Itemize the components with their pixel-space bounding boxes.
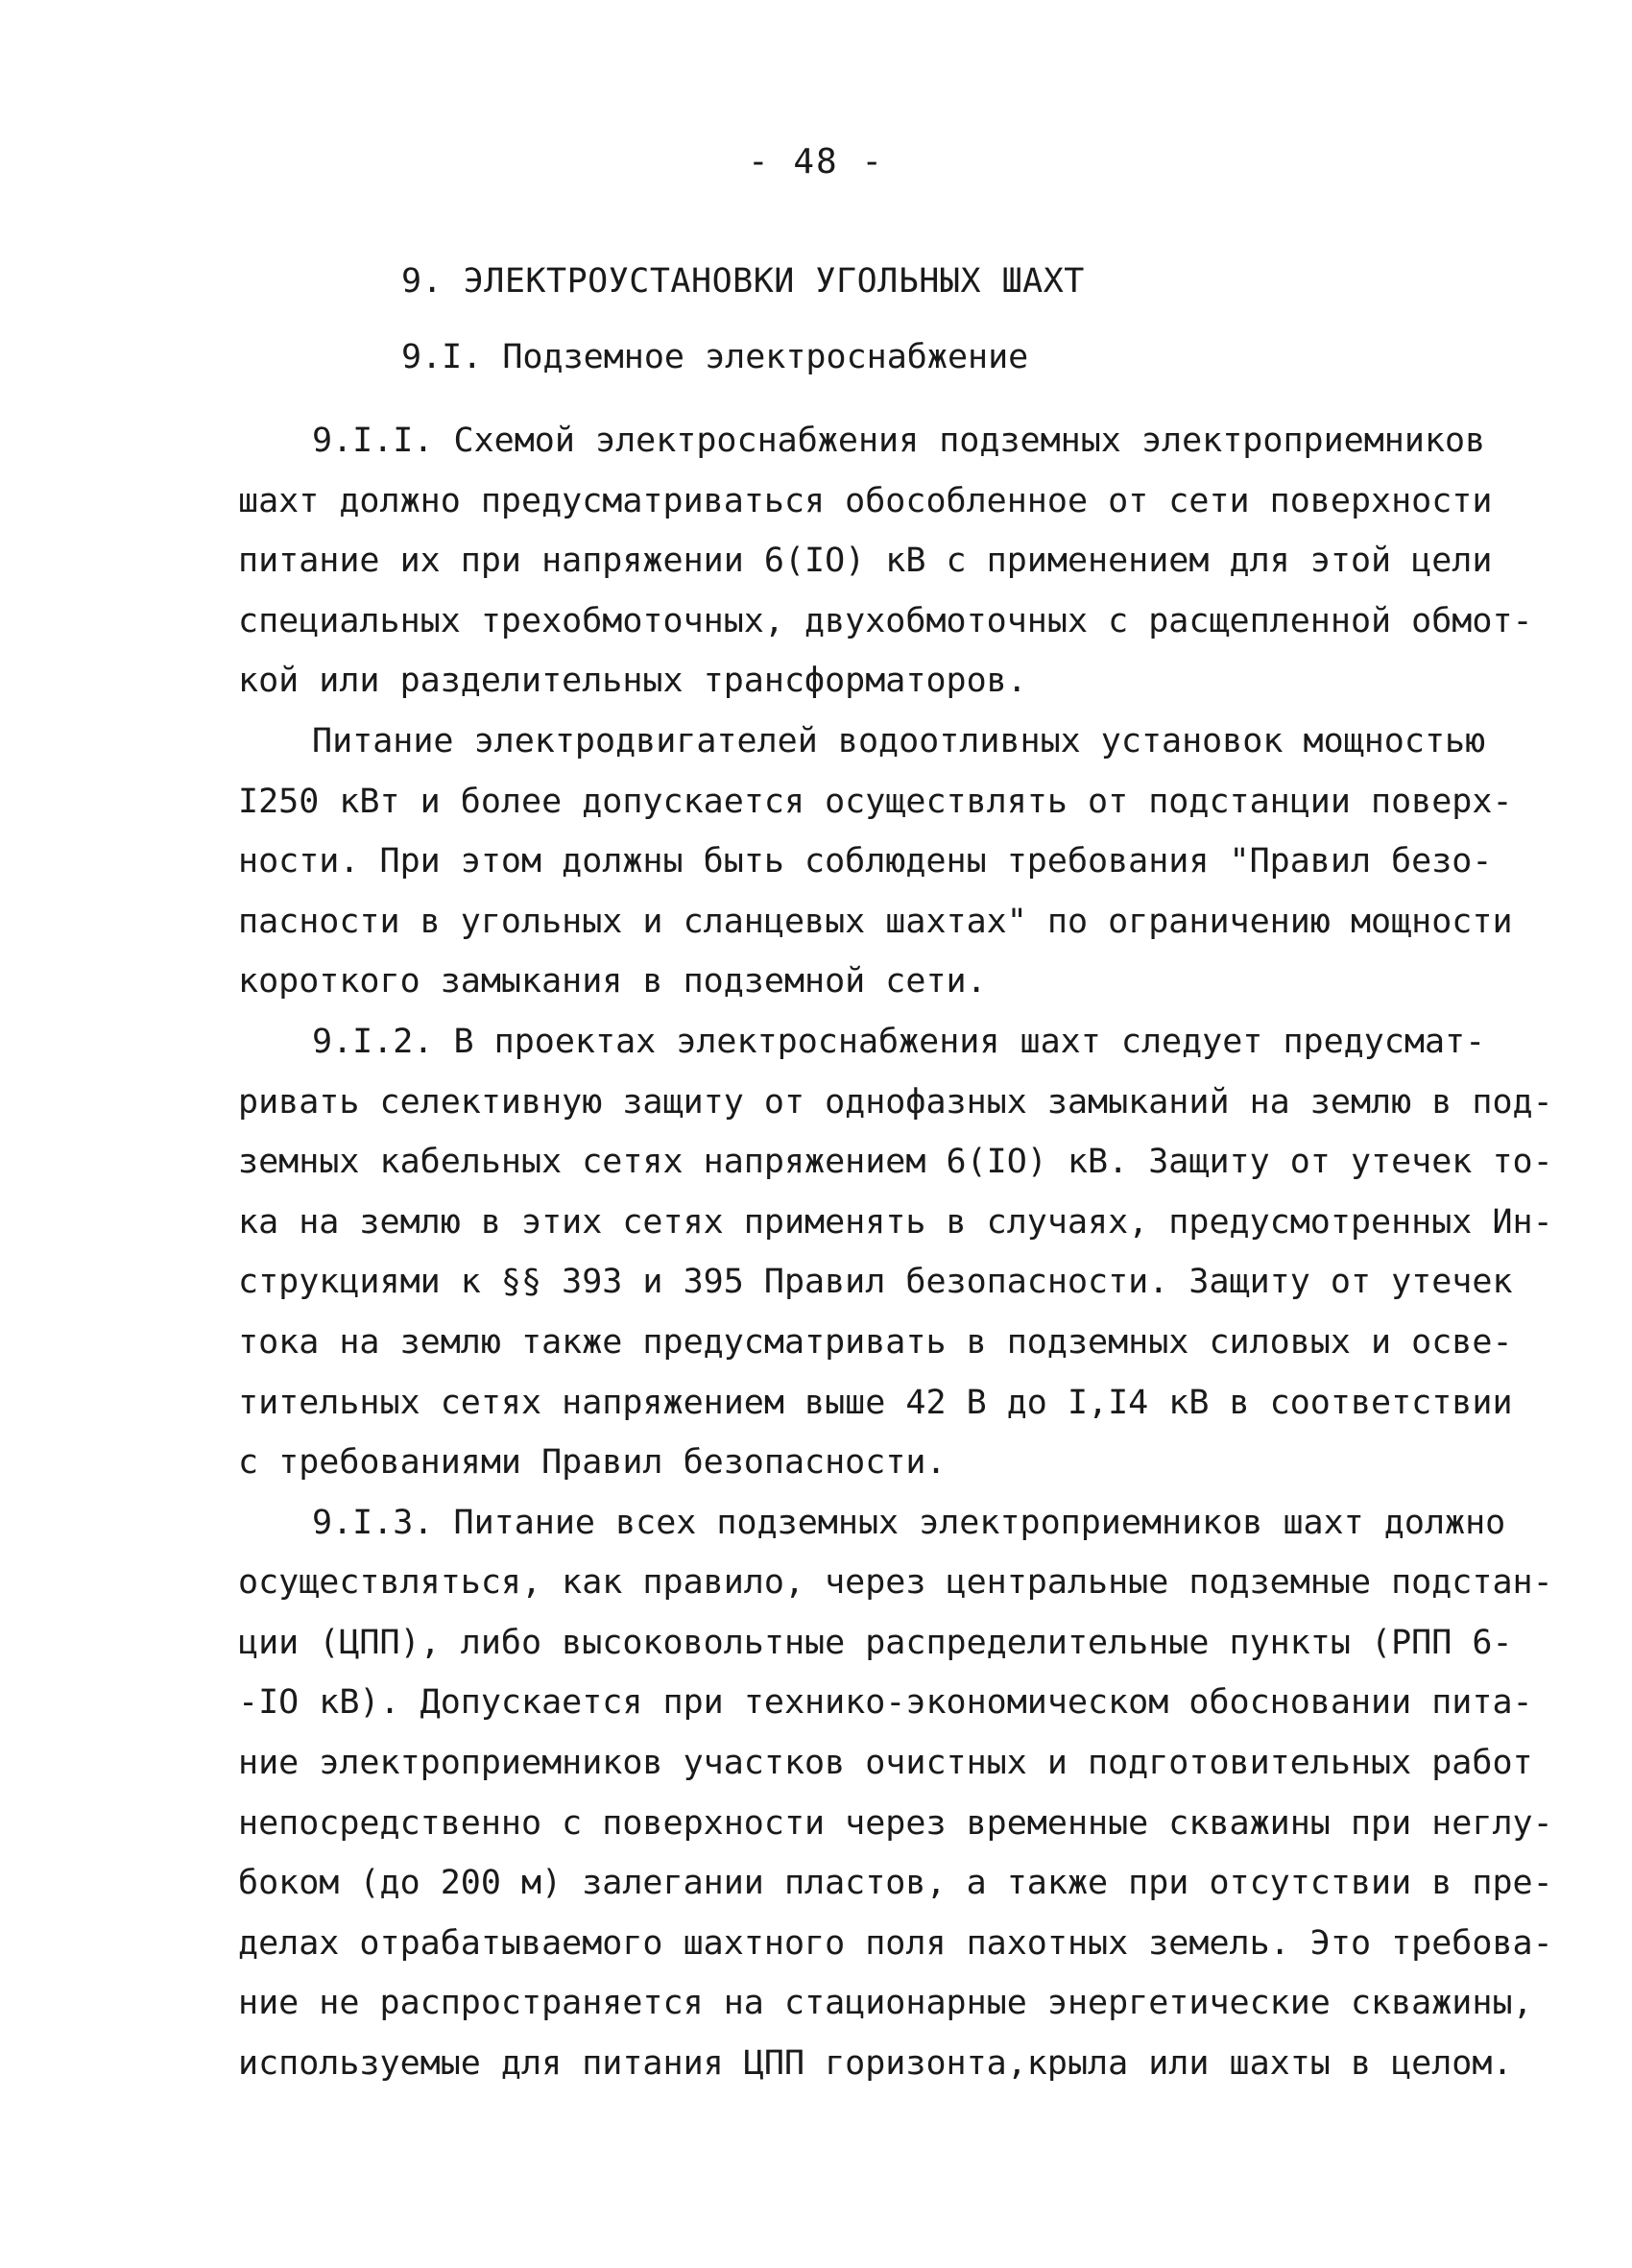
- text-line: 9.I.3. Питание всех подземных электроприемников шахт должно: [312, 1503, 1506, 1542]
- text-line: с требованиями Правил безопасности.: [238, 1443, 947, 1483]
- paragraph-9-1-1: [238, 411, 1533, 712]
- text-line: Питание электродвигателей водоотливных установок мощностью: [312, 721, 1486, 760]
- text-line: непосредственно с поверхности через временные скважины при неглу-: [238, 1803, 1553, 1843]
- text-line: ние электроприемников участков очистных и подготовительных работ: [238, 1744, 1533, 1783]
- page-number: - 48 -: [747, 142, 885, 181]
- text-line: кой или разделительных трансформаторов.: [238, 662, 1027, 701]
- subsection-title: 9.I. Подземное электроснабжение: [401, 338, 1029, 376]
- paragraph-9-1-2: [238, 1012, 1553, 1493]
- paragraph-9-1-3: [238, 1493, 1553, 2094]
- text-line: I250 кВт и более допускается осуществлять от подстанции поверх-: [238, 782, 1513, 821]
- text-line: струкциями к §§ 393 и 395 Правил безопасности. Защиту от утечек: [238, 1263, 1513, 1302]
- text-line: ности. При этом должны быть соблюдены требования "Правил безо-: [238, 842, 1493, 881]
- text-line: тока на землю также предусматривать в подземных силовых и осве-: [238, 1322, 1513, 1362]
- text-line: специальных трехобмоточных, двухобмоточных с расщепленной обмот-: [238, 601, 1533, 640]
- text-line: ка на землю в этих сетях применять в случаях, предусмотренных Ин-: [238, 1202, 1553, 1242]
- text-line: ривать селективную защиту от однофазных замыканий на землю в под-: [238, 1082, 1553, 1122]
- text-line: используемые для питания ЦПП горизонта,крыла или шахты в целом.: [238, 2044, 1513, 2084]
- text-line: земных кабельных сетях напряжением 6(IO) кВ. Защиту от утечек то-: [238, 1143, 1553, 1182]
- text-line: шахт должно предусматриваться обособленное от сети поверхности: [238, 481, 1493, 520]
- text-line: 9.I.2. В проектах электроснабжения шахт следует предусмат-: [312, 1022, 1486, 1061]
- body-text: [238, 411, 1553, 2094]
- text-line: боком (до 200 м) залегании пластов, а также при отсутствии в пре-: [238, 1864, 1553, 1903]
- text-line: питание их при напряжении 6(IO) кВ с применением для этой цели: [238, 542, 1493, 581]
- text-line: делах отрабатываемого шахтного поля пахотных земель. Это требова-: [238, 1923, 1553, 1963]
- text-line: пасности в угольных и сланцевых шахтах" по ограничению мощности: [238, 902, 1513, 941]
- text-line: осуществляться, как правило, через центральные подземные подстан-: [238, 1563, 1553, 1603]
- text-line: 9.I.I. Схемой электроснабжения подземных электроприемников: [312, 422, 1486, 460]
- paragraph-pump-power: [238, 712, 1513, 1012]
- text-line: короткого замыкания в подземной сети.: [238, 962, 987, 1001]
- text-line: ние не распространяется на стационарные энергетические скважины,: [238, 1984, 1533, 2023]
- text-line: -IO кВ). Допускается при технико-экономическом обосновании пита-: [238, 1683, 1533, 1723]
- text-line: ции (ЦПП), либо высоковольтные распределительные пункты (РПП 6-: [238, 1623, 1513, 1662]
- section-title: 9. ЭЛЕКТРОУСТАНОВКИ УГОЛЬНЫХ ШАХТ: [401, 262, 1085, 301]
- text-line: тительных сетях напряжением выше 42 В до I,I4 кВ в соответствии: [238, 1383, 1513, 1422]
